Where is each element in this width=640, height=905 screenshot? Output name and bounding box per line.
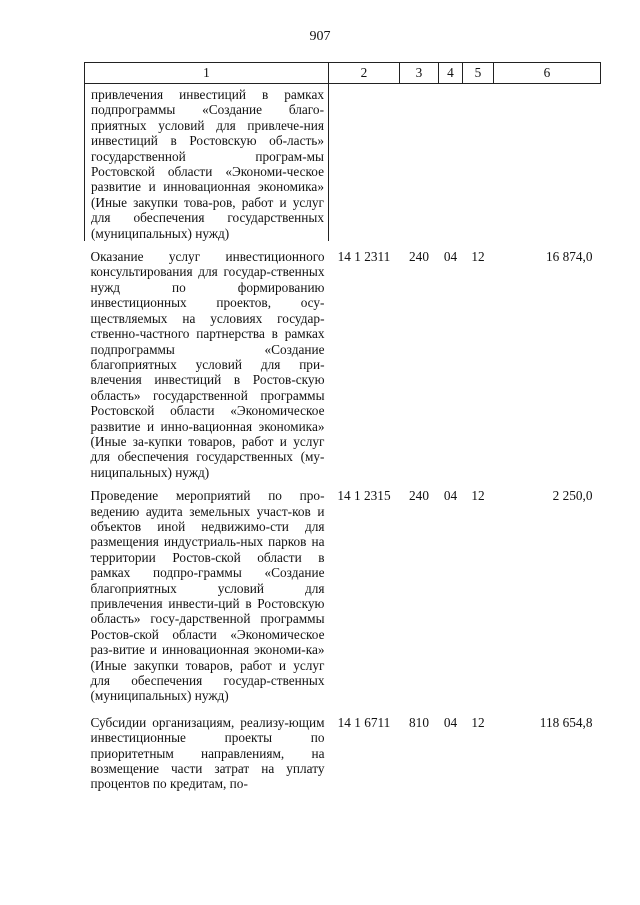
row-amount	[494, 84, 601, 242]
table-body	[85, 84, 601, 792]
header-col-6: 6	[494, 63, 601, 84]
row-vr: 240	[409, 488, 429, 504]
row-vr	[400, 84, 439, 242]
table-row	[85, 480, 601, 704]
header-col-5: 5	[463, 63, 494, 84]
row-description: Проведение мероприятий по про-ведению аудита земельных участ-ков и объектов иной недвижимо-сти для размещения индустриаль-ных парков на территории Ростов-ской области в рамках подпро-граммы «Создание благоприятных условий для привлечения инвести-ций в Ростовскую область» госу-дарственной программы Ростов-ской области «Экономическое раз-витие и инновационная экономи-ка» (Иные закупки товаров, работ и услуг для обеспечения государ-ственных (муниципальных) нужд)	[90, 488, 325, 704]
row-description: Субсидии организациям, реализу-ющим инвестиционные проекты по приоритетным направлениям, на возмещение части затрат на уплату процентов по кредитам, по-	[90, 714, 325, 792]
row-pr: 12	[471, 488, 485, 504]
row-csr	[329, 84, 400, 242]
row-amount: 16 874,0	[545, 249, 593, 265]
row-csr: 14 1 2311	[337, 249, 391, 265]
header-col-3: 3	[400, 63, 439, 84]
table-row	[85, 241, 601, 480]
header-col-4: 4	[439, 63, 463, 84]
header-col-2: 2	[329, 63, 400, 84]
row-rz: 04	[443, 249, 458, 265]
row-pr	[463, 84, 494, 242]
row-pr: 12	[471, 249, 485, 265]
row-amount: 118 654,8	[539, 714, 593, 730]
row-amount: 2 250,0	[552, 488, 593, 504]
row-rz: 04	[443, 714, 458, 730]
page-number: 907	[309, 29, 331, 44]
table-row	[85, 704, 601, 792]
header-col-1: 1	[85, 63, 329, 84]
row-vr: 240	[409, 249, 429, 265]
row-rz	[439, 84, 463, 242]
row-pr: 12	[471, 714, 485, 730]
table-row	[85, 84, 601, 242]
row-rz: 04	[443, 488, 458, 504]
header-row	[85, 63, 601, 84]
row-vr: 810	[409, 714, 429, 730]
row-description: Оказание услуг инвестиционного консультирования для государ-ственных нужд по формированию инвестиционных проектов, осу-ществляемых на условиях государ-ственно-частного партнерства в рамках подпрограммы «Создание благоприятных условий для при-влечения инвестиций в Ростов-скую область» государственной программы Ростовской области «Экономическое развитие и инно-вационная экономика» (Иные за-купки товаров, работ и услуг для обеспечения государственных (му-ниципальных) нужд)	[90, 249, 325, 480]
row-description: привлечения инвестиций в рамках подпрограммы «Создание благо-приятных условий для привлече-ния инвестиций в Ростовскую об-ласть» государственной програм-мы Ростовской области «Экономи-ческое развитие и инновационная экономика» (Иные закупки това-ров, работ и услуг для обеспечения государственных (муниципальных) нужд)	[85, 84, 329, 242]
row-csr: 14 1 6711	[337, 714, 391, 730]
budget-table	[84, 62, 601, 792]
row-csr: 14 1 2315	[337, 488, 391, 504]
table-header	[85, 63, 601, 84]
